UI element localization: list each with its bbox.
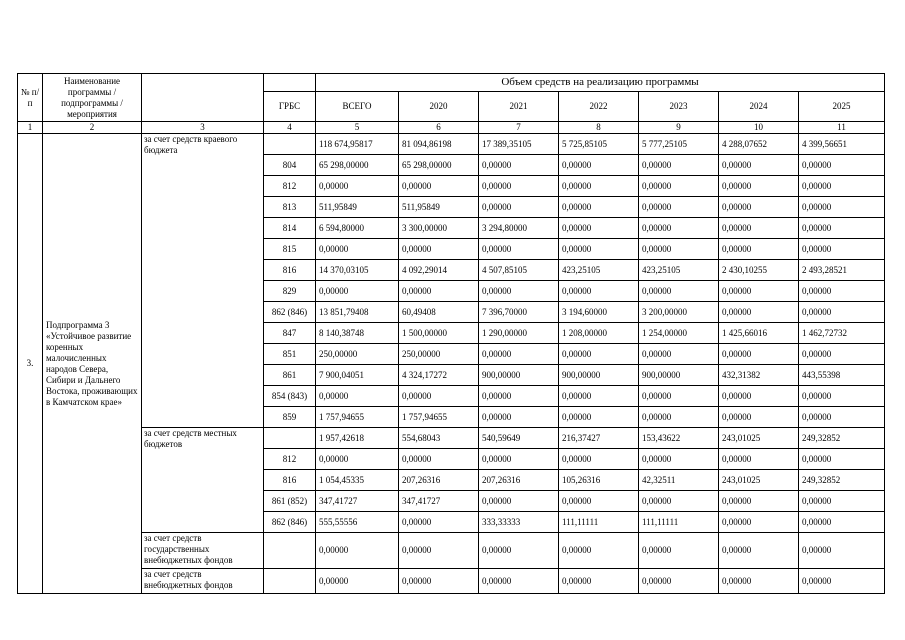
amount-total: 0,00000 bbox=[316, 569, 399, 594]
amount-year: 1 462,72732 bbox=[799, 323, 885, 344]
amount-year: 0,00000 bbox=[399, 176, 479, 197]
header-row-top bbox=[18, 74, 885, 92]
grbs-code bbox=[264, 569, 316, 594]
grbs-code: 861 (852) bbox=[264, 491, 316, 512]
amount-year: 0,00000 bbox=[479, 344, 559, 365]
amount-year: 0,00000 bbox=[799, 176, 885, 197]
amount-year: 207,26316 bbox=[479, 470, 559, 491]
funding-source: за счет средств краевого бюджета bbox=[142, 134, 264, 428]
amount-year: 42,32511 bbox=[639, 470, 719, 491]
amount-year: 0,00000 bbox=[559, 281, 639, 302]
budget-table bbox=[17, 73, 885, 594]
amount-total: 1 054,45335 bbox=[316, 470, 399, 491]
amount-year: 0,00000 bbox=[479, 281, 559, 302]
amount-total: 0,00000 bbox=[316, 386, 399, 407]
header-year: 2024 bbox=[719, 92, 799, 122]
amount-year: 1 208,00000 bbox=[559, 323, 639, 344]
amount-year: 0,00000 bbox=[719, 407, 799, 428]
amount-total: 0,00000 bbox=[316, 533, 399, 569]
amount-year: 900,00000 bbox=[639, 365, 719, 386]
header-name: Наименование программы / подпрограммы / мероприятия bbox=[43, 74, 142, 122]
column-number: 5 bbox=[316, 122, 399, 134]
amount-total: 0,00000 bbox=[316, 281, 399, 302]
amount-year: 1 757,94655 bbox=[399, 407, 479, 428]
header-year: 2022 bbox=[559, 92, 639, 122]
grbs-code: 816 bbox=[264, 260, 316, 281]
grbs-code: 815 bbox=[264, 239, 316, 260]
amount-year: 1 425,66016 bbox=[719, 323, 799, 344]
grbs-code bbox=[264, 134, 316, 155]
amount-year: 65 298,00000 bbox=[399, 155, 479, 176]
amount-year: 0,00000 bbox=[719, 569, 799, 594]
amount-year: 0,00000 bbox=[559, 407, 639, 428]
grbs-code bbox=[264, 428, 316, 449]
grbs-code: 813 bbox=[264, 197, 316, 218]
amount-year: 17 389,35105 bbox=[479, 134, 559, 155]
grbs-code: 812 bbox=[264, 176, 316, 197]
header-year: 2021 bbox=[479, 92, 559, 122]
amount-total: 0,00000 bbox=[316, 239, 399, 260]
grbs-code: 859 bbox=[264, 407, 316, 428]
amount-year: 0,00000 bbox=[799, 302, 885, 323]
header-num: № п/п bbox=[18, 74, 43, 122]
header-year: 2023 bbox=[639, 92, 719, 122]
amount-year: 0,00000 bbox=[639, 197, 719, 218]
amount-year: 2 493,28521 bbox=[799, 260, 885, 281]
amount-year: 0,00000 bbox=[799, 386, 885, 407]
amount-year: 0,00000 bbox=[479, 533, 559, 569]
column-number: 4 bbox=[264, 122, 316, 134]
column-number: 10 bbox=[719, 122, 799, 134]
grbs-code: 847 bbox=[264, 323, 316, 344]
column-number: 3 bbox=[142, 122, 264, 134]
table-row bbox=[18, 134, 885, 155]
grbs-code: 829 bbox=[264, 281, 316, 302]
amount-year: 0,00000 bbox=[799, 491, 885, 512]
amount-year: 3 294,80000 bbox=[479, 218, 559, 239]
amount-year: 0,00000 bbox=[639, 449, 719, 470]
amount-year: 0,00000 bbox=[639, 239, 719, 260]
amount-year: 540,59649 bbox=[479, 428, 559, 449]
amount-total: 555,55556 bbox=[316, 512, 399, 533]
amount-year: 0,00000 bbox=[719, 386, 799, 407]
amount-year: 0,00000 bbox=[799, 407, 885, 428]
column-number: 11 bbox=[799, 122, 885, 134]
amount-year: 4 092,29014 bbox=[399, 260, 479, 281]
amount-year: 0,00000 bbox=[639, 386, 719, 407]
amount-total: 0,00000 bbox=[316, 449, 399, 470]
amount-year: 0,00000 bbox=[559, 197, 639, 218]
amount-year: 2 430,10255 bbox=[719, 260, 799, 281]
item-number: 3. bbox=[18, 134, 43, 594]
amount-year: 153,43622 bbox=[639, 428, 719, 449]
amount-year: 0,00000 bbox=[399, 512, 479, 533]
amount-total: 118 674,95817 bbox=[316, 134, 399, 155]
header-blank bbox=[264, 74, 316, 92]
amount-year: 0,00000 bbox=[399, 281, 479, 302]
amount-year: 0,00000 bbox=[719, 197, 799, 218]
grbs-code: 812 bbox=[264, 449, 316, 470]
amount-year: 216,37427 bbox=[559, 428, 639, 449]
amount-year: 0,00000 bbox=[719, 449, 799, 470]
column-number: 6 bbox=[399, 122, 479, 134]
amount-year: 243,01025 bbox=[719, 470, 799, 491]
amount-year: 3 194,60000 bbox=[559, 302, 639, 323]
subprogram-name: Подпрограмма 3 «Устойчивое развитие коренных малочисленных народов Севера, Сибири и Дальнего Востока, проживающих в Камчатском крае» bbox=[43, 134, 142, 594]
amount-year: 0,00000 bbox=[399, 239, 479, 260]
amount-year: 0,00000 bbox=[719, 218, 799, 239]
amount-year: 900,00000 bbox=[559, 365, 639, 386]
funding-source: за счет средств государственных внебюджетных фондов bbox=[142, 533, 264, 569]
amount-total: 8 140,38748 bbox=[316, 323, 399, 344]
amount-year: 423,25105 bbox=[639, 260, 719, 281]
amount-year: 207,26316 bbox=[399, 470, 479, 491]
amount-year: 347,41727 bbox=[399, 491, 479, 512]
amount-year: 3 300,00000 bbox=[399, 218, 479, 239]
amount-total: 7 900,04051 bbox=[316, 365, 399, 386]
amount-year: 0,00000 bbox=[639, 407, 719, 428]
amount-year: 0,00000 bbox=[479, 491, 559, 512]
header-grbs: ГРБС bbox=[264, 92, 316, 122]
amount-year: 0,00000 bbox=[639, 155, 719, 176]
amount-year: 111,11111 bbox=[639, 512, 719, 533]
funding-source: за счет средств местных бюджетов bbox=[142, 428, 264, 533]
amount-year: 105,26316 bbox=[559, 470, 639, 491]
grbs-code: 816 bbox=[264, 470, 316, 491]
amount-total: 250,00000 bbox=[316, 344, 399, 365]
amount-total: 6 594,80000 bbox=[316, 218, 399, 239]
amount-year: 511,95849 bbox=[399, 197, 479, 218]
amount-year: 111,11111 bbox=[559, 512, 639, 533]
amount-total: 1 957,42618 bbox=[316, 428, 399, 449]
table-row bbox=[18, 533, 885, 569]
amount-year: 0,00000 bbox=[399, 533, 479, 569]
table-body bbox=[18, 74, 885, 594]
amount-year: 0,00000 bbox=[479, 239, 559, 260]
table-row bbox=[18, 569, 885, 594]
amount-year: 900,00000 bbox=[479, 365, 559, 386]
grbs-code: 854 (843) bbox=[264, 386, 316, 407]
amount-year: 0,00000 bbox=[559, 491, 639, 512]
amount-total: 0,00000 bbox=[316, 176, 399, 197]
amount-year: 0,00000 bbox=[799, 569, 885, 594]
amount-year: 0,00000 bbox=[479, 197, 559, 218]
amount-total: 347,41727 bbox=[316, 491, 399, 512]
amount-year: 0,00000 bbox=[479, 449, 559, 470]
amount-year: 0,00000 bbox=[479, 155, 559, 176]
amount-total: 1 757,94655 bbox=[316, 407, 399, 428]
amount-year: 1 254,00000 bbox=[639, 323, 719, 344]
amount-year: 432,31382 bbox=[719, 365, 799, 386]
amount-year: 0,00000 bbox=[399, 569, 479, 594]
amount-year: 3 200,00000 bbox=[639, 302, 719, 323]
amount-year: 4 324,17272 bbox=[399, 365, 479, 386]
amount-year: 0,00000 bbox=[639, 344, 719, 365]
amount-year: 333,33333 bbox=[479, 512, 559, 533]
amount-year: 0,00000 bbox=[799, 281, 885, 302]
amount-year: 0,00000 bbox=[559, 218, 639, 239]
grbs-code: 861 bbox=[264, 365, 316, 386]
amount-year: 5 777,25105 bbox=[639, 134, 719, 155]
column-number: 8 bbox=[559, 122, 639, 134]
grbs-code: 814 bbox=[264, 218, 316, 239]
amount-year: 0,00000 bbox=[559, 155, 639, 176]
amount-year: 1 290,00000 bbox=[479, 323, 559, 344]
amount-year: 0,00000 bbox=[639, 218, 719, 239]
amount-year: 1 500,00000 bbox=[399, 323, 479, 344]
amount-year: 0,00000 bbox=[639, 176, 719, 197]
amount-year: 0,00000 bbox=[559, 569, 639, 594]
amount-year: 0,00000 bbox=[799, 239, 885, 260]
amount-year: 81 094,86198 bbox=[399, 134, 479, 155]
amount-year: 7 396,70000 bbox=[479, 302, 559, 323]
amount-year: 0,00000 bbox=[479, 386, 559, 407]
amount-year: 0,00000 bbox=[719, 155, 799, 176]
amount-year: 0,00000 bbox=[799, 512, 885, 533]
amount-year: 423,25105 bbox=[559, 260, 639, 281]
amount-year: 0,00000 bbox=[559, 344, 639, 365]
grbs-code: 851 bbox=[264, 344, 316, 365]
amount-year: 0,00000 bbox=[559, 176, 639, 197]
table-row bbox=[18, 428, 885, 449]
amount-year: 4 507,85105 bbox=[479, 260, 559, 281]
column-number: 9 bbox=[639, 122, 719, 134]
amount-year: 0,00000 bbox=[399, 449, 479, 470]
amount-year: 0,00000 bbox=[479, 407, 559, 428]
amount-year: 0,00000 bbox=[719, 302, 799, 323]
amount-year: 0,00000 bbox=[559, 449, 639, 470]
amount-year: 0,00000 bbox=[719, 533, 799, 569]
amount-year: 0,00000 bbox=[559, 533, 639, 569]
amount-year: 0,00000 bbox=[479, 176, 559, 197]
amount-year: 0,00000 bbox=[719, 239, 799, 260]
header-total: ВСЕГО bbox=[316, 92, 399, 122]
column-number: 1 bbox=[18, 122, 43, 134]
amount-year: 0,00000 bbox=[559, 239, 639, 260]
header-year: 2025 bbox=[799, 92, 885, 122]
amount-total: 14 370,03105 bbox=[316, 260, 399, 281]
amount-year: 554,68043 bbox=[399, 428, 479, 449]
amount-year: 0,00000 bbox=[559, 386, 639, 407]
amount-year: 0,00000 bbox=[799, 344, 885, 365]
amount-year: 5 725,85105 bbox=[559, 134, 639, 155]
amount-year: 243,01025 bbox=[719, 428, 799, 449]
header-year: 2020 bbox=[399, 92, 479, 122]
grbs-code: 862 (846) bbox=[264, 512, 316, 533]
amount-year: 4 399,56651 bbox=[799, 134, 885, 155]
amount-year: 0,00000 bbox=[639, 491, 719, 512]
amount-year: 0,00000 bbox=[799, 533, 885, 569]
amount-total: 65 298,00000 bbox=[316, 155, 399, 176]
amount-year: 0,00000 bbox=[719, 512, 799, 533]
amount-year: 4 288,07652 bbox=[719, 134, 799, 155]
amount-year: 0,00000 bbox=[639, 281, 719, 302]
amount-year: 249,32852 bbox=[799, 428, 885, 449]
header-source bbox=[142, 74, 264, 122]
amount-year: 60,49408 bbox=[399, 302, 479, 323]
amount-year: 250,00000 bbox=[399, 344, 479, 365]
amount-year: 0,00000 bbox=[719, 176, 799, 197]
amount-year: 0,00000 bbox=[719, 281, 799, 302]
amount-year: 0,00000 bbox=[719, 491, 799, 512]
amount-year: 0,00000 bbox=[719, 344, 799, 365]
amount-year: 443,55398 bbox=[799, 365, 885, 386]
amount-total: 511,95849 bbox=[316, 197, 399, 218]
amount-year: 0,00000 bbox=[799, 449, 885, 470]
amount-total: 13 851,79408 bbox=[316, 302, 399, 323]
grbs-code: 804 bbox=[264, 155, 316, 176]
funding-source: за счет средств внебюджетных фондов bbox=[142, 569, 264, 594]
header-volume: Объем средств на реализацию программы bbox=[316, 74, 885, 92]
amount-year: 0,00000 bbox=[399, 386, 479, 407]
grbs-code bbox=[264, 533, 316, 569]
amount-year: 0,00000 bbox=[799, 218, 885, 239]
amount-year: 0,00000 bbox=[799, 155, 885, 176]
amount-year: 249,32852 bbox=[799, 470, 885, 491]
column-number: 7 bbox=[479, 122, 559, 134]
grbs-code: 862 (846) bbox=[264, 302, 316, 323]
amount-year: 0,00000 bbox=[639, 533, 719, 569]
amount-year: 0,00000 bbox=[799, 197, 885, 218]
amount-year: 0,00000 bbox=[479, 569, 559, 594]
column-number: 2 bbox=[43, 122, 142, 134]
amount-year: 0,00000 bbox=[639, 569, 719, 594]
column-numbers-row bbox=[18, 122, 885, 134]
